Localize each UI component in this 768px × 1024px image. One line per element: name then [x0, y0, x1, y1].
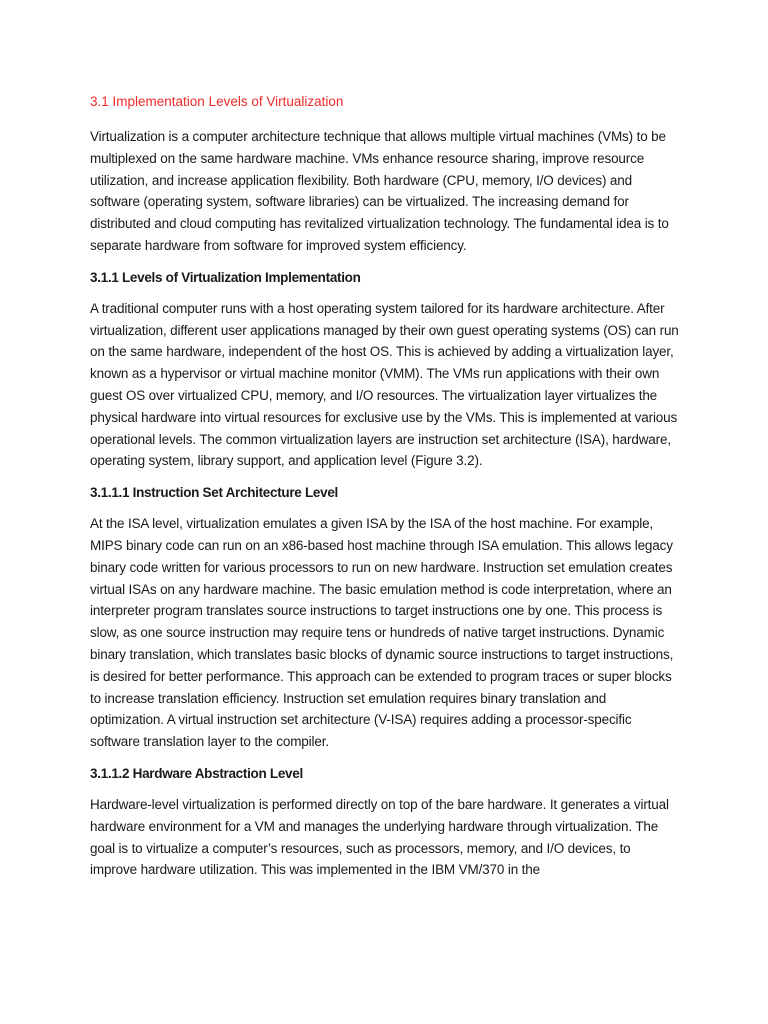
subsection-heading-isa: 3.1.1.1 Instruction Set Architecture Level [90, 485, 338, 501]
document-page [90, 92, 680, 891]
subsection-body-isa: At the ISA level, virtualization emulates a given ISA by the ISA of the host machine. For example, MIPS binary code can run on an x86-based host machine through ISA emulation. This allows legacy binary code written for various processors to run on new hardware. Instruction set emulation creates virtual ISAs on any hardware machine. The basic emulation method is code interpretation, where an interpreter program translates source instructions to target instructions one by one. This process is slow, as one source instruction may require tens or hundreds of native target instructions. Dynamic binary translation, which translates basic blocks of dynamic source instructions to target instructions, is desired for better performance. This approach can be extended to program traces or super blocks to increase translation efficiency. Instruction set emulation requires binary translation and optimization. A virtual instruction set architecture (V-ISA) requires adding a processor-specific software translation layer to the compiler. [90, 516, 674, 750]
subsection-heading-hardware: 3.1.1.2 Hardware Abstraction Level [90, 765, 303, 781]
intro-paragraph: Virtualization is a computer architecture technique that allows multiple virtual machines (VMs) to be multiplexed on the same hardware machine. VMs enhance resource sharing, improve resource utilization, and increase application flexibility. Both hardware (CPU, memory, I/O devices) and software (operating system, software libraries) can be virtualized. The increasing demand for distributed and cloud computing has revitalized virtualization technology. The fundamental idea is to separate hardware from software for improved system efficiency. [90, 129, 669, 253]
subsection-body-hardware: Hardware-level virtualization is performed directly on top of the bare hardware. It generates a virtual hardware environment for a VM and manages the underlying hardware through virtualization. The goal is to virtualize a computer’s resources, such as processors, memory, and I/O devices, to improve hardware utilization. This was implemented in the IBM VM/370 in the [90, 796, 669, 878]
subsection-heading-levels: 3.1.1 Levels of Virtualization Implementation [90, 269, 361, 285]
section-title: 3.1 Implementation Levels of Virtualization [90, 94, 344, 109]
subsection-body-levels: A traditional computer runs with a host operating system tailored for its hardware architecture. After virtualization, different user applications managed by their own guest operating systems (OS) can run on the same hardware, independent of the host OS. This is achieved by adding a virtualization layer, known as a hypervisor or virtual machine monitor (VMM). The VMs run applications with their own guest OS over virtualized CPU, memory, and I/O resources. The virtualization layer virtualizes the physical hardware into virtual resources for exclusive use by the VMs. This is implemented at various operational levels. The common virtualization layers are instruction set architecture (ISA), hardware, operating system, library support, and application level (Figure 3.2). [90, 300, 679, 469]
